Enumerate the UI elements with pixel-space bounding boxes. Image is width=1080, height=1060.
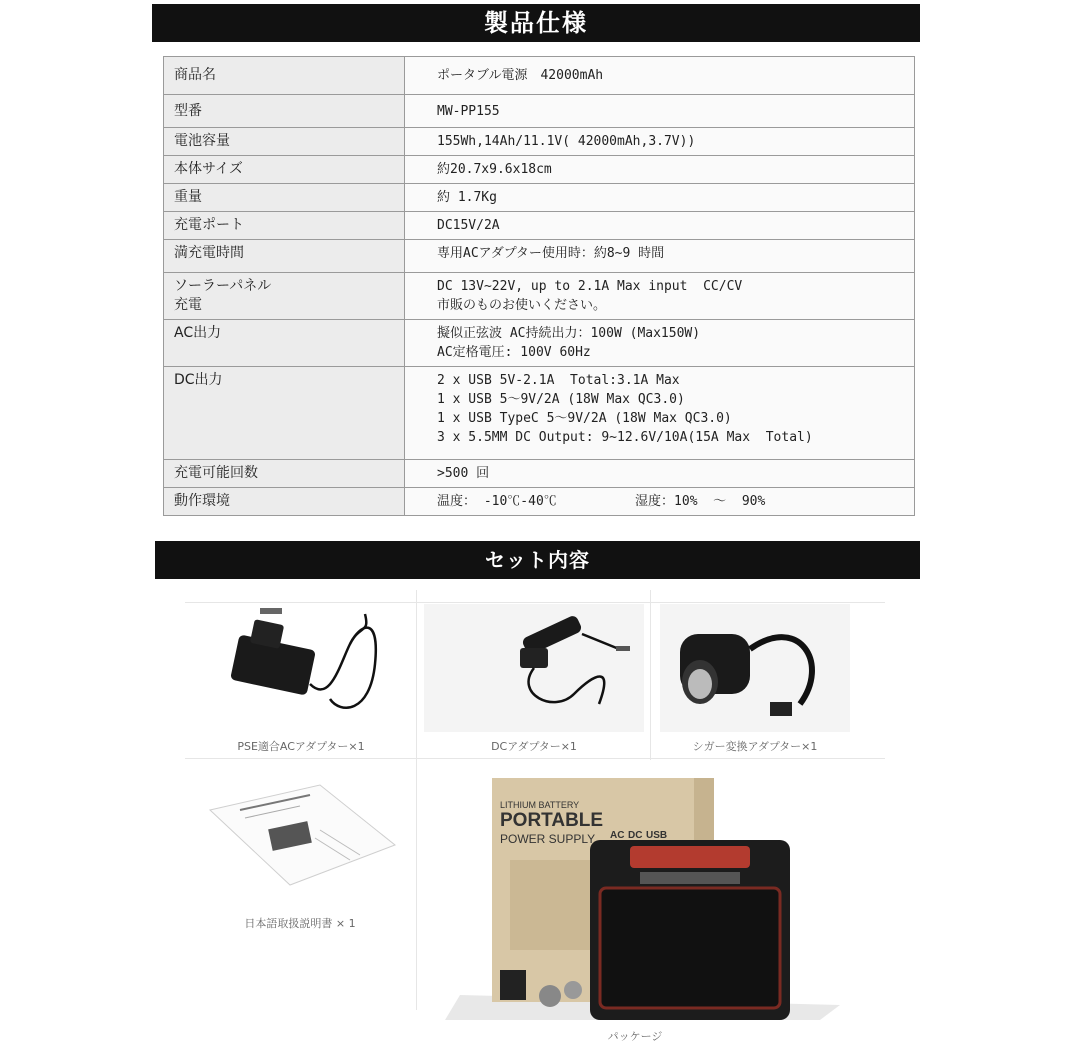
package-photo <box>440 770 860 1020</box>
spec-value <box>405 184 915 212</box>
spec-key: 電池容量 <box>164 128 405 156</box>
spec-row <box>164 57 915 95</box>
spec-key: ソーラーパネル 充電 <box>164 273 405 320</box>
spec-value-line: DC15V/2A <box>437 218 500 233</box>
spec-row <box>164 367 915 460</box>
spec-value <box>405 320 915 367</box>
set-section-header: セット内容 <box>155 541 920 579</box>
spec-value-line: 1 x USB 5～9V/2A (18W Max QC3.0) <box>437 392 685 407</box>
spec-value-line: 市販のものお使いください。 <box>437 298 607 313</box>
cigar-adapter-caption: シガー変換アダプター×1 <box>692 740 818 753</box>
spec-row <box>164 320 915 367</box>
spec-value-line: 専用ACアダプター使用時：約8~9 時間 <box>437 246 665 261</box>
spec-row <box>164 95 915 128</box>
spec-key: 本体サイズ <box>164 156 405 184</box>
package-title-line1: PORTABLE <box>500 810 604 831</box>
spec-value-line: 3 x 5.5MM DC Output: 9~12.6V/10A(15A Max Total) <box>437 430 813 445</box>
spec-row <box>164 488 915 516</box>
package-small-text: LITHIUM BATTERY <box>500 800 580 810</box>
package-badge-ac: AC <box>610 830 625 841</box>
spec-value <box>405 488 915 516</box>
spec-value <box>405 240 915 273</box>
spec-value-line: 1 x USB TypeC 5～9V/2A (18W Max QC3.0) <box>437 411 732 426</box>
spec-value <box>405 460 915 488</box>
manual-caption: 日本語取扱説明書 × 1 <box>244 917 356 930</box>
spec-row <box>164 460 915 488</box>
manual-photo <box>200 780 400 890</box>
ac-adapter-caption: PSE適合ACアダプター×1 <box>237 740 365 753</box>
spec-value-line: DC 13V~22V, up to 2.1A Max input CC/CV <box>437 279 743 294</box>
spec-key: 動作環境 <box>164 488 405 516</box>
spec-row <box>164 273 915 320</box>
spec-value-line: 約 1.7Kg <box>437 190 497 205</box>
spec-value <box>405 95 915 128</box>
package-title-line2: POWER SUPPLY <box>500 832 596 846</box>
dc-adapter-caption: DCアダプター×1 <box>491 740 577 753</box>
spec-key: 充電ポート <box>164 212 405 240</box>
grid-line-v1 <box>416 590 417 1010</box>
spec-value-line: 温度： -10℃-40℃ 湿度：10% ～ 90% <box>437 494 766 509</box>
spec-value-line: 約20.7x9.6x18cm <box>437 162 552 177</box>
spec-key: 商品名 <box>164 57 405 95</box>
grid-line-v2 <box>650 590 651 760</box>
spec-key: 重量 <box>164 184 405 212</box>
spec-value <box>405 273 915 320</box>
spec-value <box>405 57 915 95</box>
spec-section-header: 製品仕様 <box>152 4 920 42</box>
spec-key: DC出力 <box>164 367 405 460</box>
package-badge-dc: DC <box>628 830 643 841</box>
package-caption: パッケージ <box>607 1030 663 1043</box>
spec-table <box>163 56 915 516</box>
spec-key: 満充電時間 <box>164 240 405 273</box>
spec-value <box>405 367 915 460</box>
spec-value-line: 2 x USB 5V-2.1A Total:3.1A Max <box>437 373 680 388</box>
spec-row <box>164 212 915 240</box>
grid-line-middle <box>185 758 885 759</box>
grid-line-top <box>185 602 885 603</box>
spec-row <box>164 184 915 212</box>
spec-value <box>405 212 915 240</box>
spec-row <box>164 128 915 156</box>
spec-row <box>164 240 915 273</box>
spec-value-line: >500 回 <box>437 466 490 481</box>
spec-value <box>405 128 915 156</box>
spec-value-line: 155Wh,14Ah/11.1V( 42000mAh,3.7V)) <box>437 134 696 149</box>
spec-key: AC出力 <box>164 320 405 367</box>
spec-value-line: 擬似正弦波 AC持続出力：100W (Max150W) <box>437 326 701 341</box>
spec-value-line: MW-PP155 <box>437 103 500 119</box>
ac-adapter-photo <box>190 604 412 734</box>
spec-row <box>164 156 915 184</box>
spec-value-line: ポータブル電源 42000mAh <box>437 68 604 83</box>
cigar-adapter-photo <box>660 604 850 732</box>
spec-value <box>405 156 915 184</box>
package-badge-usb: USB <box>646 830 668 841</box>
dc-adapter-photo <box>424 604 644 732</box>
spec-key: 型番 <box>164 95 405 128</box>
spec-key: 充電可能回数 <box>164 460 405 488</box>
spec-value-line: AC定格電圧: 100V 60Hz <box>437 345 591 360</box>
